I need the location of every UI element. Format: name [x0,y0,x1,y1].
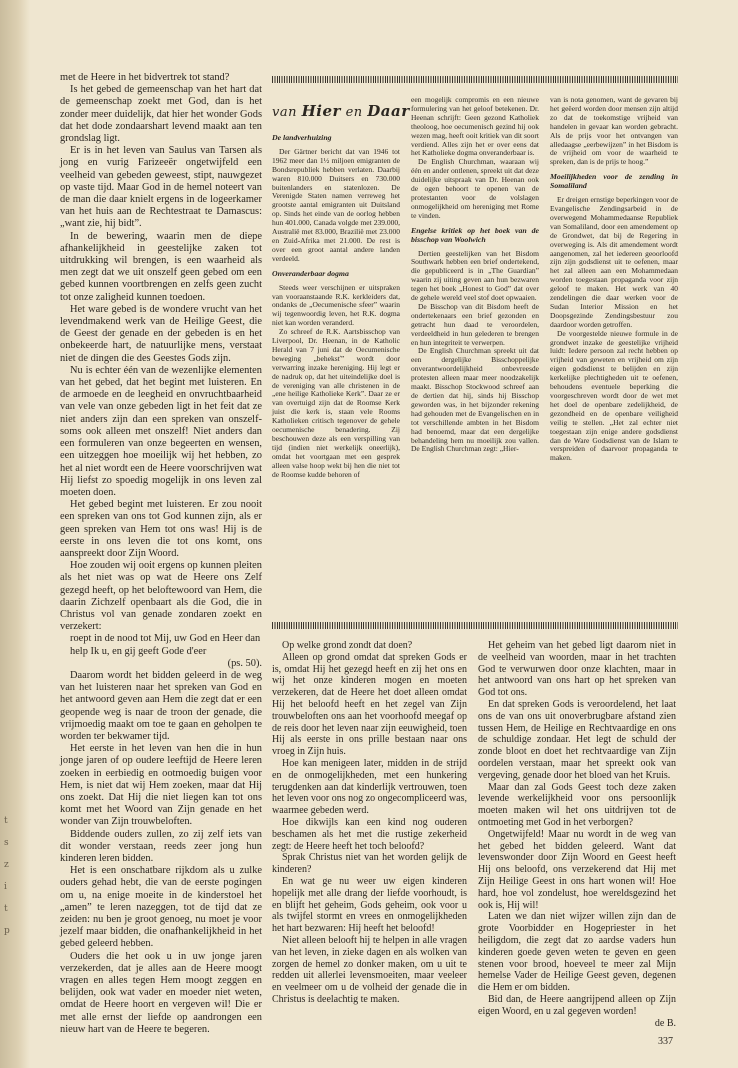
paragraph: Ongetwijfeld! Maar nu wordt in de weg van het gebed het bidden geleerd. Want dat levenswonder door Zijn Woord en Geest heeft Hij ons beloofd, ons verzekerend dat Hij met Zijn Heilige Geest in ons hart wonen wil! Hoe hard, hoe vol zondelust, hoe wereldsgezind het ook is, Hij wil! [478,828,676,911]
paragraph: En wat ge nu weer uw eigen kinderen hopelijk met alle drang der liefde voorhoudt, is en blijft het geheim, Gods geheim, ook voor u als twijfel stormt en vrees en onmogelijkheden het hart bezwaren: Hij heeft het beloofd! [272,875,467,935]
gutter-mark: t [4,816,8,826]
paragraph: Het is een onschatbare rijkdom als u zulke ouders gehad hebt, die van de eerste pogingen om u, na enige moeite in de kinderstoel het „amen” te leren nazeggen, tot de tijd dat ze zeiden: nu ben je groot genoeg, nu moet je voor jezelf maar bidden, die onafhankelijkheid in het gebed geleerd hebben. [60,865,262,950]
gutter-mark: t [4,904,8,914]
news-heading: De landverhuizing [272,133,332,142]
paragraph: Hoe kan menigeen later, midden in de strijd en de onmogelijkheden, met een hunkering terugdenken aan dat kinderlijk vertrouwen, toen het leven voor ons nog zo ongecompliceerd was, waarmee gebeden werd. [272,757,467,817]
paragraph: Hoe dikwijls kan een kind nog ouderen beschamen als het met die rustige zekerheid zegt: de Heere heeft het toch beloofd? [272,816,467,852]
section-rule-top [272,76,678,83]
paragraph: Ouders die het ook u in uw jonge jaren verzekerden, dat je alles aan de Heere moogt vragen en alles tegen Hem moogt zeggen en belijden, ook wat vader en moeder niet weten, omdat de Heere hoort en vergeven wil! Die er met alle ernst der liefde op aandrongen een nieuw hart van de Heere te begeren. [60,950,262,1035]
news-heading: Moeilijkheden voor de zending in Somaliland [550,172,678,191]
news-column-1 [272,128,400,480]
gutter-mark: z [4,860,9,870]
paragraph: Het gebed begint met luisteren. Er zou nooit een spreken van ons tot God kunnen zijn, als er geen spreken van Hem tot ons was! Hij is de eerste in ons leven die tot ons komt, ons aanspreekt door Zijn Woord. [60,499,262,559]
paragraph: En dat spreken Gods is veroordelend, het laat ons de van ons uit onoverbrugbare afstand zien tussen Hem, de Heilige en Rechtvaardige en ons de schuldige zondaar. Het legt de schuld der zonde bloot en doet het rechtvaardige van Zijn oordelen verstaan, maar het spreekt ook van vergeving, genade door het bloed van het Kruis. [478,698,676,781]
paragraph: De English Churchman spreekt uit dat een dergelijke Bisschoppelijke onverantwoordelijkheid onbevreesde protesten alleen maar meer noodzakelijk maakt. Bisschop Stockwood schreef aan de dertien dat hij, sinds hij Bisschop geworden was, in het bijzonder rekening had gehouden met de Evangelischen en in tot verschillende ambten in het Bisdom had benoemd, maar dat een dergelijke behandeling hem nu moeilijk zou vallen. De English Churchman zegt: „Hier- [411,346,539,454]
paragraph: De voorgestelde nieuwe formule in de grondwet inzake de geestelijke vrijheid luidt: Iedere persoon zal recht hebben op vrijheid van geweten en vrijheid om zijn eigen godsdienst te belijden en zijn kerkelijke plechtigheden uit te oefenen, behoudens eventuele beperking die voorgeschreven wordt door de wet met het doel de openbare zedelijkheid, de gezondheid en de openbare veiligheid veilig te stellen. „Het zal echter niet toegestaan zijn enige andere godsdienst dan de Ware Godsdienst van de Islam te verspreiden of daarvoor propaganda te maken. [550,328,678,463]
news-heading: Onveranderbaar dogma [272,268,349,278]
masthead-script-word: Hier [301,102,341,120]
paragraph: De Bisschop van dit Bisdom heeft de ondertekenaars een brief gezonden en getracht hun daad te veroordelen, verdeeldheid in hun gelederen te brengen en hun integriteit te verwerpen. [411,301,539,347]
paragraph: Daarom wordt het bidden geleerd in de weg van het luisteren naar het spreken van God en het antwoord geven aan Hem die zegt dat er een geopende weg is naar de troon der genade, die vrijmoedig maakt om toe te gaan en geholpen te worden ter bekwamer tijd. [60,669,262,742]
masthead-mid: en [345,105,363,120]
binding-gutter [0,0,30,1068]
paragraph: Maar dan zal Gods Geest toch deze zaken levende werkelijkheid voor ons persoonlijk moeten maken wil het ons uitdrijven tot de ontmoeting met God in het verborgen? [478,781,676,828]
paragraph: Het eerste in het leven van hen die in hun jonge jaren of op oudere leeftijd de Heere leren zoeken in eerbiedig en ootmoedig buigen voor Hem, is niet dat wij Hem zoeken, maar dat Hij ons zoekt. Dat Hij die niet liegen kan tot ons komt met het Woord van Zijn genade en het wonder van Zijn trouwbeloften. [60,743,262,828]
paragraph: Zo schreef de R.K. Aartsbisschop van Liverpool, Dr. Heenan, in de Katholic Herald van 7 juni dat de Oecumenische beweging „beheksť” wordt door verwarring inzake hereniging. Hij legt er de nadruk op, dat het uiteindelijke doel is de vereniging van alle christenen in de „ene heilige Katholieke Kerk”. Daar ze er van overtuigd zijn dat de Roomse Kerk juist die kerk is, staan vele Rooms Katholieken critisch tegenover de gehele oecumenische benadering. Zij beschouwen deze als een verspilling van tijd (indien niet werkelijk oneerlijk), omdat het voortgaan met een gesprek alleen valse hoop wekt bij hen die niet tot de Roomse kudde behoren of [272,327,400,479]
paragraph: Het geheim van het gebed ligt daarom niet in de veelheid van woorden, maar in het trachten God te verwurwen door onze klachten, maar in het antwoord van ons hart op het spreken van God tot ons. [478,640,676,699]
paragraph: Der Gärtner bericht dat van 1946 tot 1962 meer dan 1½ miljoen emigranten de Bondsrepubliek hebben verlaten. Daarbij waren 810.000 Duitsers en 730.000 buitenlanders en statenlozen. De Verenigde Staten namen verreweg het grootste aantal emigranten uit Duitsland op. Sinds het einde van de oorlog hebben hun 401.000, Canada volgde met 239.000, Australië met 83.000, Brazilië met 23.000 en Zuid-Afrika met 21.000. De rest is over een groot aantal andere landen verdeeld. [272,146,400,263]
paragraph: De English Churchman, waaraan wij één en ander ontlenen, spreekt uit dat deze duidelijke uitspraak van Dr. Heenan ook de ogen behoort te openen van de protestanten voor de volslagen onmogelijkheid om hereniging met Rome te vinden. [411,157,539,220]
gutter-mark: s [4,838,9,848]
author-signature: de B. [654,1017,676,1029]
news-column-2 [411,96,539,454]
news-heading: Engelse kritiek op het boek van de bisschop van Woolwich [411,225,539,244]
paragraph: Sprak Christus niet van het worden gelijk de kinderen? [272,852,467,876]
news-column-3 [550,96,678,463]
van-hier-en-daar-masthead [272,102,410,120]
paragraph: Niet alleen belooft hij te helpen in alle vragen van het leven, in zieke dagen en als wolken van zorgen de hemel zo donker maken, om u uit te redden uit allerlei levensmoeiten, maar veeleer en veelmeer om u de volheid der genade die in Christus is deelachtig te maken. [272,934,467,1005]
paragraph: Alleen op grond omdat dat spreken Gods er is, omdat Hij het gezegd heeft en zij het ons en wij het onze kinderen mogen en moeten verzekeren, dat de Heere het doet alleen omdat Hij het beloofd heeft en het zegel van Zijn trouwbeloften ons aan het voorhoofd meegaf op de reis door het leven naar zijn eeuwigheid, toen Hij als eerste in ons prille bestaan naar ons vroeg in Zijn huis. [272,651,467,758]
paragraph: een mogelijk compromis en een nieuwe formulering van het geloof betekenen. Dr. Heenan schrijft: Geen gezond Katholiek theoloog, hoe oecumenisch gezind hij ook wezen mag, heeft ooit kritiek van dit soort verdiend. Alles zijn het er over eens dat het Katholieke dogma onveranderbaar is. [411,95,539,158]
gutter-marks [4,810,10,942]
paragraph: Op welke grond zondt dat doen? [282,640,413,651]
article-right-column [478,640,676,1029]
paragraph: Bid dan, de Heere aangrijpend alleen op Zijn eigen Woord, en u zal gegeven worden! [478,993,676,1017]
masthead-prefix: van [272,105,297,120]
paragraph: Hoe zouden wij ooit ergens op kunnen pleiten als het niet was op wat de Heere ons Zelf gezegd heeft, op het beloftewoord van Hem, die daarin Zichzelf openbaart als die God, die in Christus vol van genade zondaren zoekt en verzekert: [60,560,262,633]
paragraph: Het ware gebed is de wondere vrucht van het levendmakend werk van de Heilige Geest, die de Geest der genade en der gebeden is en het onbekeerde hart, de natuurlijke mens, verstaat niet de dingen die des Geestes Gods zijn. [60,303,262,364]
article-middle-column [272,640,467,1006]
paragraph: Biddende ouders zullen, zo zij zelf iets van dit wonder verstaan, reeds zeer jong hun kinderen leren bidden. [60,828,262,864]
article-left-column [60,72,262,1036]
paragraph: Steeds weer verschijnen er uitspraken van vooraanstaande R.K. kerkleiders dat, ondanks de „Oecumenische sfeer” waarin wij tegenwoordig leven, het R.K. dogma niet kan worden veranderd. [272,282,400,328]
paragraph: Nu is echter één van de wezenlijke elementen van het gebed, dat het begint met luisteren. En de armoede en de leegheid en onvruchtbaarheid van vele van onze gebeden ligt in het feit dat ze niet anders zijn dan een spreken van onszelf-soms ook alleen met onszelf! Niet anders dan een formuleren van onze begeerten en wensen, een uitzeggen hoe moeilijk wij het hebben, zo het al niet wordt een de Heere voorschrijven wat Hij liefst zo spoedig mogelijk in ons leven zal moeten doen. [60,364,262,498]
paragraph: (ps. 50). [227,657,262,669]
gutter-mark: i [4,882,7,892]
section-rule-bottom [272,622,678,629]
gutter-mark: p [4,926,10,936]
paragraph: In de bewering, waarin men de diepe afhankelijkheid in geestelijke zaken tot uitdrukking wil brengen, is een waarheid als men zegt dat we uit onszelf geen gebed om een gebed kunnen voortbrengen en zelfs geen zucht tot onze zaligheid kunnen toedoen. [60,230,262,303]
paragraph: Dertien geestelijken van het Bisdom Southwark hebben een brief ondertekend, die gepubliceerd is in „The Guardian” waarin zij uiting geven aan hun bezwaren tegen het boek „Honest to God” dat over de gehele wereld veel stof doet opwaaien. [411,248,539,303]
paragraph: van is nota genomen, want de gevaren bij het geëerd worden door mensen zijn altijd zo dat de toekomstige vrijheid van handelen in gevaar kan worden gebracht. Als de prijs voor het ontvangen van alledaagse „eerbewijzen” in het Bisdom is de vrijheid om voor de waarheid te spreken, dan is de prijs te hoog.” [550,95,678,167]
paragraph: met de Heere in het bidvertrek tot stand? [60,72,230,83]
paragraph: Er dreigen ernstige beperkingen voor de Evangelische Zendingsarbeid in de overwegend Mohammedaanse Republiek van Somaliland, door een amendement op de Grondwet, dat bij de Regering in overweging is. Als dit amendement wordt aangenomen, zal het iedereen geoorloofd zijn zijn godsdienst uit te oefenen, maar het zal alleen aan een Mohammedaan worden toegestaan propaganda voor zijn geloof te maken. Het werk van 40 zendelingen die daar werken voor de Sudan Interior Mission en het Doopsgezinde Zendingsbestuur zou daardoor worden getroffen. [550,195,678,329]
paragraph: Is het gebed de gemeenschap van het hart dat de gemeenschap zoekt met God, dan is het zonder meer duidelijk, dat hier het wonder Gods dat het dode zondaarshart levend maakt aan ten grondslag ligt. [60,84,262,145]
paragraph: Er is in het leven van Saulus van Tarsen als jong en vurig Farizeeër ongetwijfeld een veelheid van gebeden geweest, stipt, nauwgezet op vaste tijd. Maar God in de hemel noteert van de man die daar knielt ergens in de logeerkamer van het huis aan de Rechtestraat te Damascus: „want zie, hij bidt”. [60,145,262,230]
psalm-quote: roept in de nood tot Mij, uw God en Heer dan help Ik u, en gij geeft Gode d'eer [70,633,261,657]
paragraph: Laten we dan niet wijzer willen zijn dan de grote Voorbidder en Hogepriester in het heiligdom, die zegt dat zo aardse vaders hun kinderen goede geven weten te geven en geen stenen voor brood, hoeveel te meer zal Mijn hemelse Vader de Heilige Geest geven, degenen die Hem er om bidden. [478,911,676,994]
page-number: 337 [658,1036,673,1047]
masthead-suffix: Daar [367,102,410,120]
